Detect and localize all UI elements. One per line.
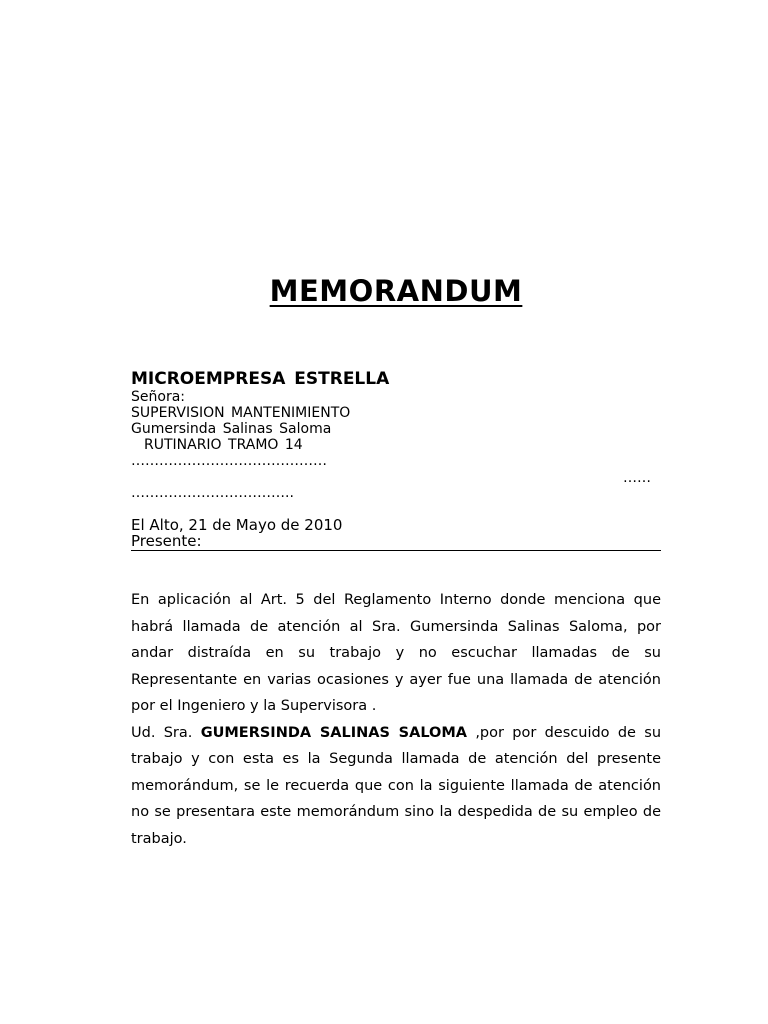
recipient-name: Gumersinda Salinas Saloma <box>131 421 332 437</box>
document-title: MEMORANDUM <box>269 274 523 308</box>
employee-name-bold: GUMERSINDA SALINAS SALOMA <box>200 724 468 741</box>
paragraph-1: En aplicación al Art. 5 del Reglamento Interno donde menciona que habrá llamada de atención al Sra. Gumersinda Salinas Saloma, por andar distraída en su trabajo y no escuchar llamadas de su Representante en varias ocasiones y ayer fue una llamada de atención por el Ingeniero y la Supervisora . <box>131 592 661 714</box>
recipient-route: RUTINARIO TRAMO 14 <box>144 437 303 453</box>
date-block <box>131 517 661 551</box>
paragraph-2-prefix: Ud. Sra. <box>131 724 201 741</box>
salutation: Señora: <box>131 389 185 405</box>
presente-line: Presente: <box>131 533 661 551</box>
memo-body <box>131 587 661 852</box>
dotted-line-right: …… <box>623 470 651 486</box>
recipient-department: SUPERVISION MANTENIMIENTO <box>131 405 351 421</box>
letter-header <box>131 369 661 551</box>
dotted-line-1: …………………………………… <box>131 453 327 469</box>
date-line: El Alto, 21 de Mayo de 2010 <box>131 516 343 534</box>
company-name: MICROEMPRESA ESTRELLA <box>131 369 390 389</box>
dotted-line-2: …………………………….. <box>131 485 294 501</box>
paragraph-2 <box>131 720 661 853</box>
paragraph-2-rest: ,por por descuido de su trabajo y con esta es la Segunda llamada de atención del presente memorándum, se le recuerda que con la siguiente llamada de atención no se presentara este memorándum sino la despedida de su empleo de trabajo. <box>131 724 662 847</box>
